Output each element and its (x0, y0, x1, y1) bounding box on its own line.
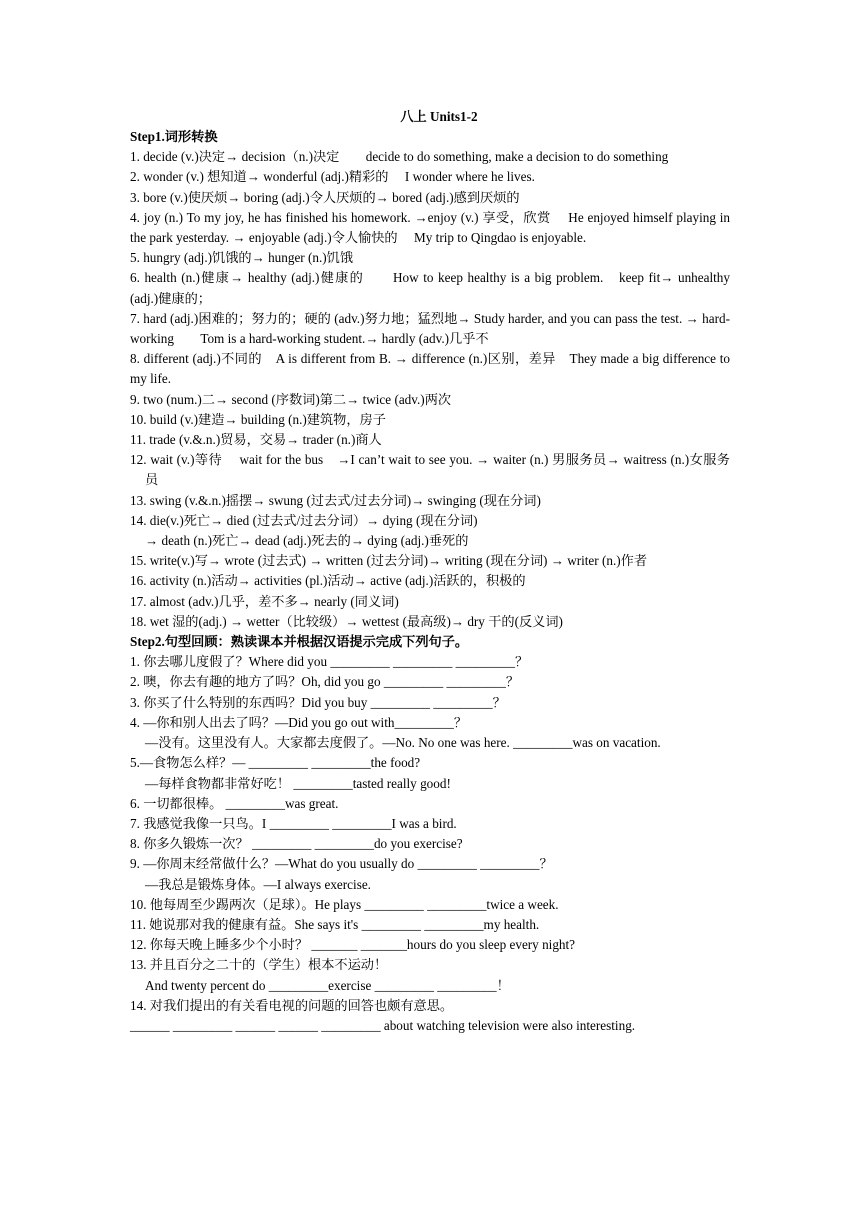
document-body (130, 107, 730, 1036)
word-form-item-continued: → death (n.)死亡→ dead (adj.)死去的→ dying (adj.)垂死的 (145, 533, 469, 549)
word-form-item: 18. wet 湿的(adj.) → wetter（比较级）→ wettest (最高级)→ dry 干的(反义词) (130, 613, 563, 629)
step1-heading: Step1.词形转换 (130, 129, 218, 144)
sentence-item: 14. 对我们提出的有关看电视的问题的回答也颇有意思。 (130, 997, 454, 1013)
word-form-item: 11. trade (v.&.n.)贸易，交易→ trader (n.)商人 (130, 432, 382, 448)
sentence-item-reply: —我总是锻炼身体。—I always exercise. (145, 876, 371, 892)
word-form-item: 1. decide (v.)决定→ decision（n.)决定 decide to do something, make a decision to do something (130, 149, 669, 165)
sentence-item-reply: —每样食物都非常好吃！ _________tasted really good! (145, 775, 451, 791)
sentence-item: 12. 你每天晚上睡多少个小时？ _______ _______hours do you sleep every night? (130, 937, 576, 953)
word-form-item: 16. activity (n.)活动→ activities (pl.)活动→ active (adj.)活跃的，积极的 (130, 573, 526, 589)
sentence-item: 4. —你和别人出去了吗？—Did you go out with_________？ (130, 714, 468, 730)
word-form-item: 3. bore (v.)使厌烦→ boring (adj.)令人厌烦的→ bored (adj.)感到厌烦的 (130, 189, 520, 205)
sentence-item: 10. 他每周至少踢两次（足球）。He plays _________ _________twice a week. (130, 896, 559, 912)
sentence-item: 6. 一切都很棒。 _________was great. (130, 795, 339, 811)
sentence-item: 13. 并且百分之二十的（学生）根本不运动！ (130, 957, 388, 973)
sentence-item: 1. 你去哪儿度假了？Where did you _________ _________ _________？ (130, 654, 529, 670)
sentence-item: 11. 她说那对我的健康有益。She says it's _________ _________my health. (130, 916, 540, 932)
sentence-item-english: And twenty percent do _________exercise _________ _________！ (145, 977, 510, 993)
sentence-item: 8. 你多久锻炼一次？ _________ _________do you exercise? (130, 836, 463, 852)
sentence-item: 5.—食物怎么样？— _________ _________the food? (130, 755, 421, 771)
sentence-item: 3. 你买了什么特别的东西吗？Did you buy _________ _________？ (130, 694, 506, 710)
word-form-item: 6. health (n.)健康→ healthy (adj.)健康的 How to keep healthy is a big problem. keep fit→ unhealthy (adj.)健康的； (130, 270, 730, 306)
word-form-item: 5. hungry (adj.)饥饿的→ hunger (n.)饥饿 (130, 250, 354, 266)
word-form-item: 8. different (adj.)不同的 A is different from B. → difference (n.)区别，差异 They made a big difference to my life. (130, 351, 730, 387)
sentence-item: 9. —你周末经常做什么？—What do you usually do _________ _________？ (130, 856, 553, 872)
word-form-item: 10. build (v.)建造→ building (n.)建筑物，房子 (130, 411, 386, 427)
sentence-item-reply: —没有。这里没有人。大家都去度假了。—No. No one was here. _________was on vacation. (145, 735, 661, 751)
word-form-item: 4. joy (n.) To my joy, he has finished his homework. →enjoy (v.) 享受，欣赏 He enjoyed himself playing in the park yesterday. → enjoyable (adj.)令人愉快的 My trip to Qingdao is enjoyable. (130, 209, 730, 246)
document-title: 八上 Units1-2 (400, 109, 478, 124)
sentence-item-english: ______ _________ ______ ______ _________ about watching television were also interesting. (130, 1017, 636, 1033)
word-form-item: 12. wait (v.)等待 wait for the bus →I can’t wait to see you. → waiter (n.) 男服务员→ waitress (n.)女服务员 (130, 452, 730, 488)
sentence-item: 7. 我感觉我像一只鸟。I _________ _________I was a bird. (130, 815, 457, 831)
word-form-item: 15. write(v.)写→ wrote (过去式) → written (过去分词)→ writing (现在分词) → writer (n.)作者 (130, 553, 648, 569)
word-form-item: 9. two (num.)二→ second (序数词)第二→ twice (adv.)两次 (130, 391, 452, 407)
word-form-item: 17. almost (adv.)几乎，差不多→ nearly (同义词) (130, 593, 399, 609)
word-form-item: 2. wonder (v.) 想知道→ wonderful (adj.)精彩的 I wonder where he lives. (130, 169, 535, 185)
word-form-item: 14. die(v.)死亡→ died (过去式/过去分词）→ dying (现在分词) (130, 512, 478, 528)
sentence-item: 2. 噢，你去有趣的地方了吗？Oh, did you go _________ _________？ (130, 674, 520, 690)
word-form-item: 13. swing (v.&.n.)摇摆→ swung (过去式/过去分词)→ swinging (现在分词) (130, 492, 541, 508)
word-form-item: 7. hard (adj.)困难的；努力的；硬的 (adv.)努力地；猛烈地→ Study harder, and you can pass the test. → hard-working Tom is a hard-working student.→ hardly (adv.)几乎不 (130, 310, 730, 347)
step2-heading: Step2.句型回顾：熟读课本并根据汉语提示完成下列句子。 (130, 634, 469, 650)
